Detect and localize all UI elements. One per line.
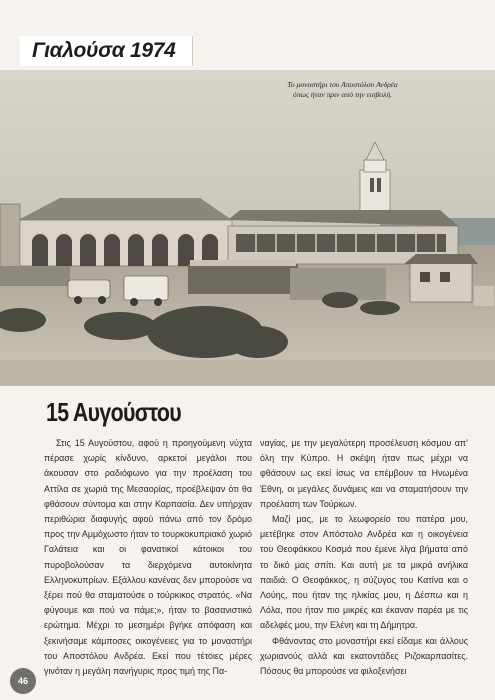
section-label: Γιαλούσα 1974 xyxy=(20,36,193,66)
paragraph: ναγίας, με την μεγαλύτερη προσέλευση κόσμου απ’ όλη την Κύπρο. Η σκέψη ήταν πως μέχρι να φθάσουν ως εκεί ίσως να επέμβουν τα Ηνωμένα Έθνη, οι μεγάλες δυνάμεις και να σταματήσουν την προέλαση των Τούρκων. xyxy=(260,438,468,509)
paragraph: Μαζί μας, με το λεωφορείο του πατέρα μου, μετέβηκε στον Απόστολο Ανδρέα και η οικογένεια του Θεοφάκκου Κοσμά που έμενε λίγα βήματα από το δικό μας σπίτι. Και αυτή με τα μικρά ανήλικα παιδιά. Ο Θεοφάκκος, η σύζυγος του Κατίνα και ο Λούης, που ήταν της ηλικίας μου, η Δέσπω και η Λόλα, που ήταν πιο μικρές και έκαναν παρέα με τις αδελφές μου, την Ελένη και τη Δήμητρα. xyxy=(260,514,468,631)
monastery-building xyxy=(18,198,232,266)
text-column-left xyxy=(44,436,252,679)
historical-photo xyxy=(0,70,495,386)
left-structure xyxy=(0,204,20,268)
foreground xyxy=(0,360,495,386)
caption-line: όπως ήταν πριν από την εισβολή. xyxy=(292,89,393,99)
caption-line: Το μοναστήρι του Αποστόλου Ανδρέα xyxy=(287,80,398,89)
paragraph: Στις 15 Αυγούστου, αφού η προηγούμενη νύχτα πέρασε χωρίς κίνδυνο, αρκετοί μεγάλοι που άκουσαν στο ραδιόφωνο για την προέλαση του Αττίλα σε χωριά της Μεσαορίας, προέβλεψαν ότι θα φθάσουν σύντομα και στην Καρπασία. Δεν υπήρχαν περιθώρια διαφυγής αφού πάνω από τον δρόμο προς την Αμμόχωστο ήταν το τουρκοκυπριακό χωριό Γαλάτεια και οι φανατικοί κάτοικοι του πυροβολούσαν τα διερχόμενα αυτοκίνητα Ελληνοκυπρίων. Εξάλλου κανένας δεν μπορούσε να ξέρει πού θα σταματούσε ο τούρκικος στρατός. «Να φύγουμε και πού να πάμε;», ήταν το βασανιστικό ερώτημα. Μέχρι το μεσημέρι βγήκε απόφαση και ξεκινήσαμε κάμποσες οικογένειες για το μοναστήρι του Αποστόλου Ανδρέα. Εκεί που τέτοιες μέρες γινόταν η μεγάλη πανήγυρις προς τιμή της Πα- xyxy=(44,438,252,677)
page-number-badge xyxy=(10,668,36,694)
photo-caption xyxy=(270,80,415,99)
paragraph: Φθάνοντας στο μοναστήρι εκεί είδαμε και άλλους χωριανούς αλλά και εκατοντάδες Ριζοκαρπασίτες. Πόσους θα μπορούσε να φιλοξενήσει xyxy=(260,635,468,677)
article-title: 15 Αυγούστου xyxy=(46,397,182,427)
text-column-right xyxy=(260,436,468,679)
page-number: 46 xyxy=(17,676,28,686)
